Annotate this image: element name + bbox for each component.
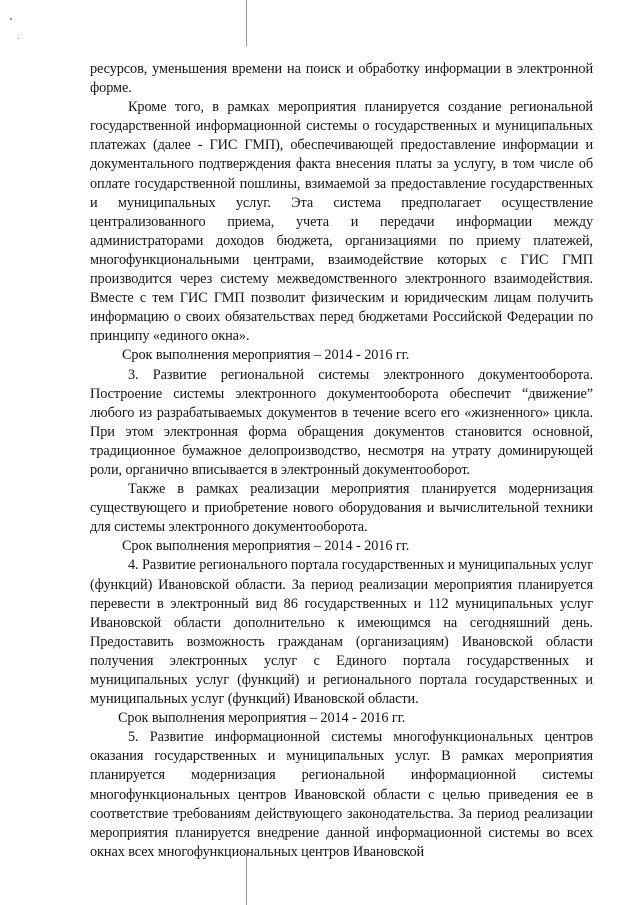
paragraph-gis-gmp: Кроме того, в рамках мероприятия планируется создание региональной государственной информационной системы о государственных и муниципальных платежах (далее - ГИС ГМП), обеспечивающей предоставление информации и документального подтверждения факта внесения платы за услугу, в том числе об оплате государственной пошлины, взимаемой за предоставление государственных и муниципальных услуг. Эта система предполагает осуществление централизованного приема, учета и передачи информации между администраторами доходов бюджета, организациями по приему платежей, многофункциональными центрами, взаимодействие которых с ГИС ГМП производится через систему межведомственного электронного взаимодействия. Вместе с тем ГИС ГМП позволит физическим и юридическим лицам получить информацию о своих обязательствах перед бюджетами Российской Федерации по принципу «единого окна». (90, 99, 593, 345)
document-body (90, 60, 593, 862)
paragraph-continuation: ресурсов, уменьшения времени на поиск и обработку информации в электронной форме. (90, 61, 593, 97)
paragraph-item-4: 4. Развитие регионального портала государственных и муниципальных услуг (функций) Ивановской области. За период реализации мероприятия планируется перевести в электронный вид 86 государственных и 112 муниципальных услуг Ивановской области дополнительно к имеющимся на сегодняшний день. Предоставить возможность гражданам (организациям) Ивановской области получения электронных услуг с Единого портала государственных и муниципальных услуг (функций) и регионального портала государственных и муниципальных услуг (функций) Ивановской области. (90, 557, 593, 708)
term-line-3: Срок выполнения мероприятия – 2014 - 2016 гг. (118, 710, 406, 727)
term-line-1: Срок выполнения мероприятия – 2014 - 2016 гг. (122, 347, 410, 364)
page-fold-line-top (246, 0, 247, 46)
paragraph-item-5: 5. Развитие информационной системы многофункциональных центров оказания государственных и муниципальных услуг. В рамках мероприятия планируется модернизация региональной информационной системы многофункциональных центров Ивановской области с целью приведения ее в соответствие требованиям действующего законодательства. За период реализации мероприятия планируется внедрение данной информационной системы во всех окнах всех многофункциональных центров Ивановской (90, 729, 593, 860)
scan-speck (18, 38, 19, 39)
term-line-2: Срок выполнения мероприятия – 2014 - 2016 гг. (122, 538, 410, 555)
paragraph-item-3: 3. Развитие региональной системы электронного документооборота. Построение системы электронного документооборота обеспечит “движение” любого из разрабатываемых документов в течение всего его «жизненного» цикла. При этом электронная форма обращения документов становится основной, традиционное бумажное делопроизводство, несмотря на утрату доминирующей роли, органично вписывается в электронный документооборот. (90, 366, 593, 478)
scan-speck (10, 18, 12, 20)
paragraph-modernization: Также в рамках реализации мероприятия планируется модернизация существующего и приобретение нового оборудования и вычислительной техники для системы электронного документооборота. (90, 481, 593, 536)
